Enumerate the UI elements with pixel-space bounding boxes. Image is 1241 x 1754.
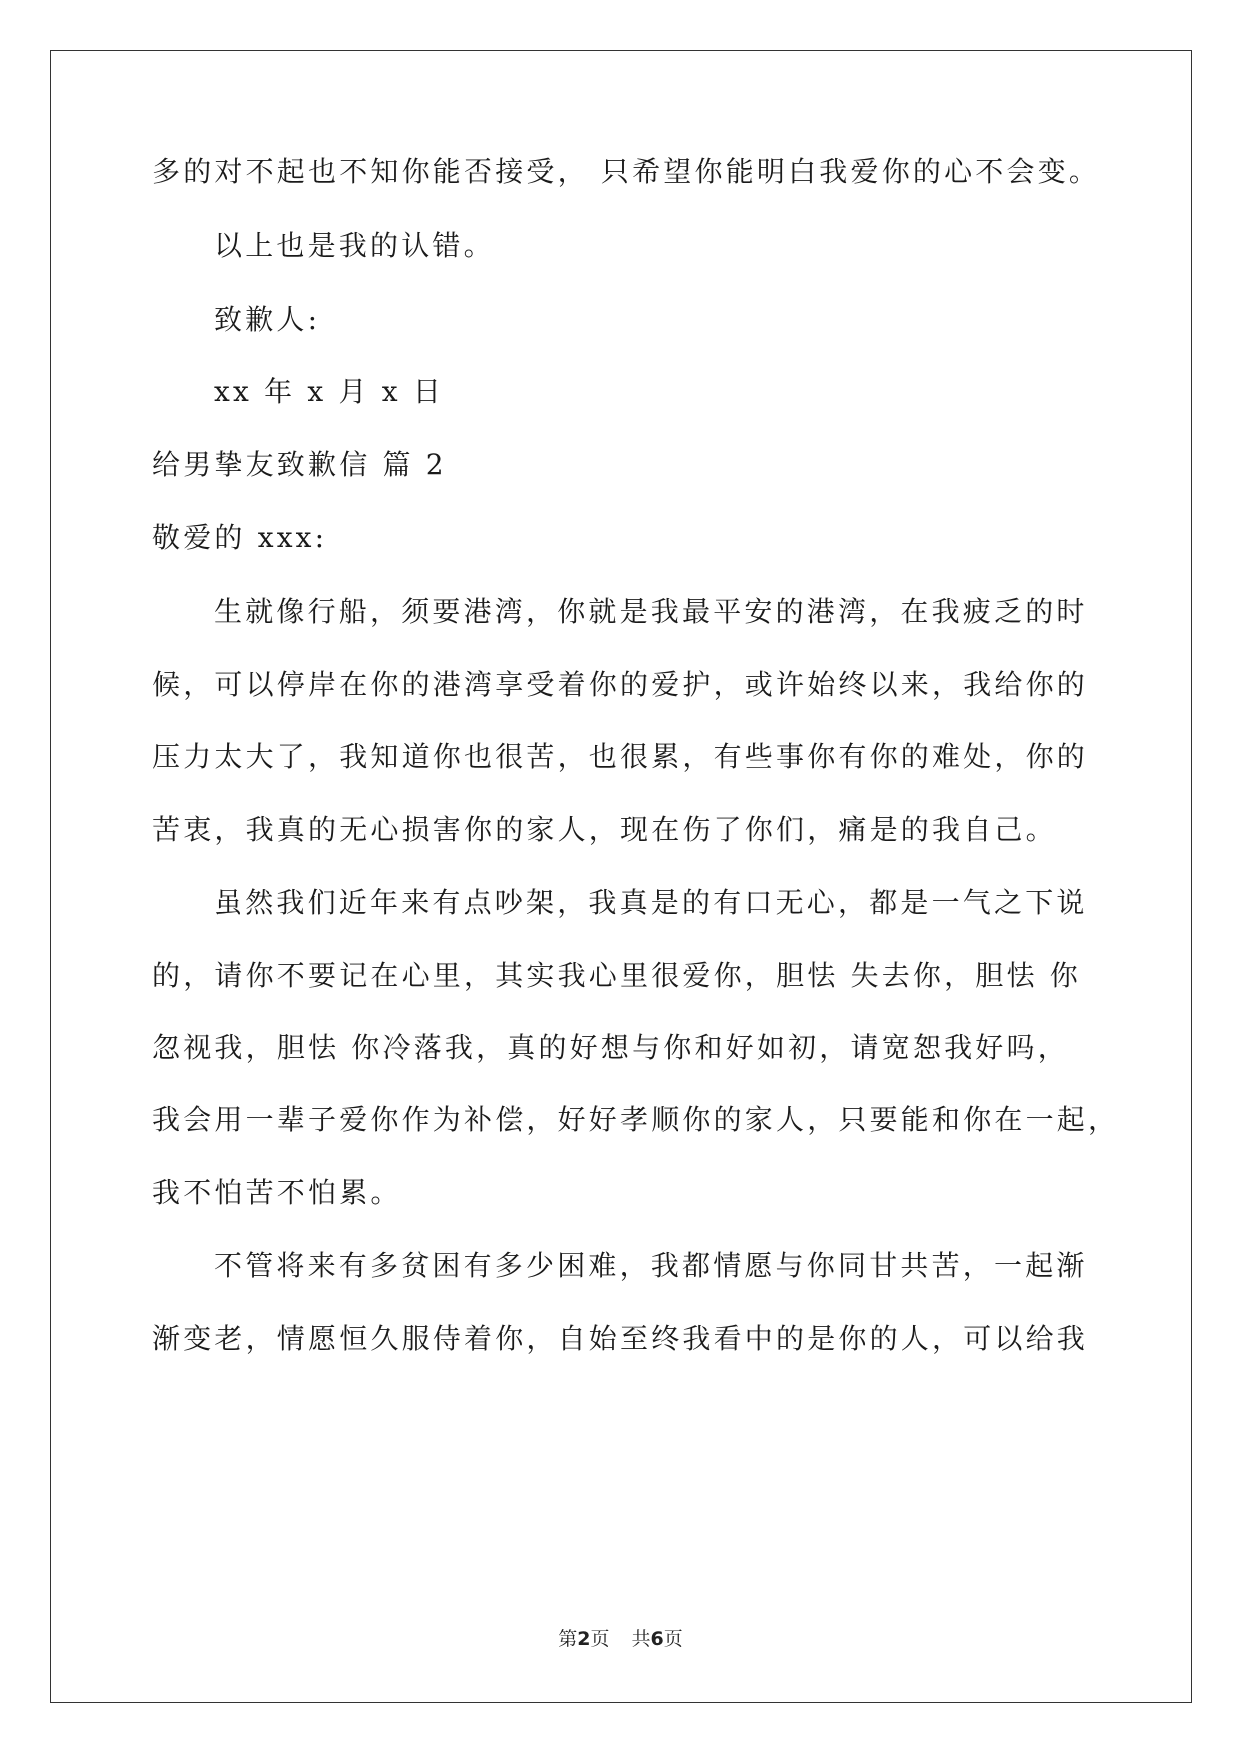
text-line: 我会用一辈子爱你作为补偿，好好孝顺你的家人，只要能和你在一起， bbox=[152, 1103, 1120, 1136]
text-line: 候，可以停岸在你的港湾享受着你的爱护，或许始终以来，我给你的 bbox=[152, 668, 1089, 701]
page-current: 2 bbox=[577, 1628, 591, 1650]
text-line: 致歉人: bbox=[214, 303, 321, 336]
page-mid: 页 bbox=[590, 1628, 610, 1650]
page-total: 6 bbox=[650, 1628, 664, 1650]
section-heading: 给男挚友致歉信 篇 2 bbox=[152, 448, 447, 481]
text-line: 生就像行船，须要港湾，你就是我最平安的港湾，在我疲乏的时 bbox=[214, 595, 1088, 628]
total-suffix: 页 bbox=[663, 1628, 683, 1650]
total-prefix: 共 bbox=[631, 1628, 651, 1650]
text-line: 压力太大了，我知道你也很苦，也很累，有些事你有你的难处，你的 bbox=[152, 740, 1089, 773]
text-line: 忽视我，胆怯 你冷落我，真的好想与你和好如初，请宽恕我好吗， bbox=[152, 1031, 1069, 1064]
text-line: 不管将来有多贫困有多少困难，我都情愿与你同甘共苦，一起渐 bbox=[214, 1249, 1088, 1282]
text-line: 苦衷，我真的无心损害你的家人，现在伤了你们，痛是的我自己。 bbox=[152, 813, 1057, 846]
page-prefix: 第 bbox=[558, 1628, 578, 1650]
page-footer bbox=[0, 1627, 1241, 1651]
text-line: 虽然我们近年来有点吵架，我真是的有口无心，都是一气之下说 bbox=[214, 886, 1088, 919]
text-line: 我不怕苦不怕累。 bbox=[152, 1176, 402, 1209]
text-line: 多的对不起也不知你能否接受， 只希望你能明白我爱你的心不会变。 bbox=[152, 155, 1101, 188]
text-line: 以上也是我的认错。 bbox=[214, 229, 495, 262]
salutation: 敬爱的 xxx: bbox=[152, 521, 328, 554]
page-border bbox=[50, 50, 1192, 1703]
text-line: 渐变老，情愿恒久服侍着你，自始至终我看中的是你的人，可以给我 bbox=[152, 1322, 1089, 1355]
date-line: xx 年 x 月 x 日 bbox=[214, 375, 445, 408]
text-line: 的，请你不要记在心里，其实我心里很爱你，胆怯 失去你，胆怯 你 bbox=[152, 959, 1082, 992]
